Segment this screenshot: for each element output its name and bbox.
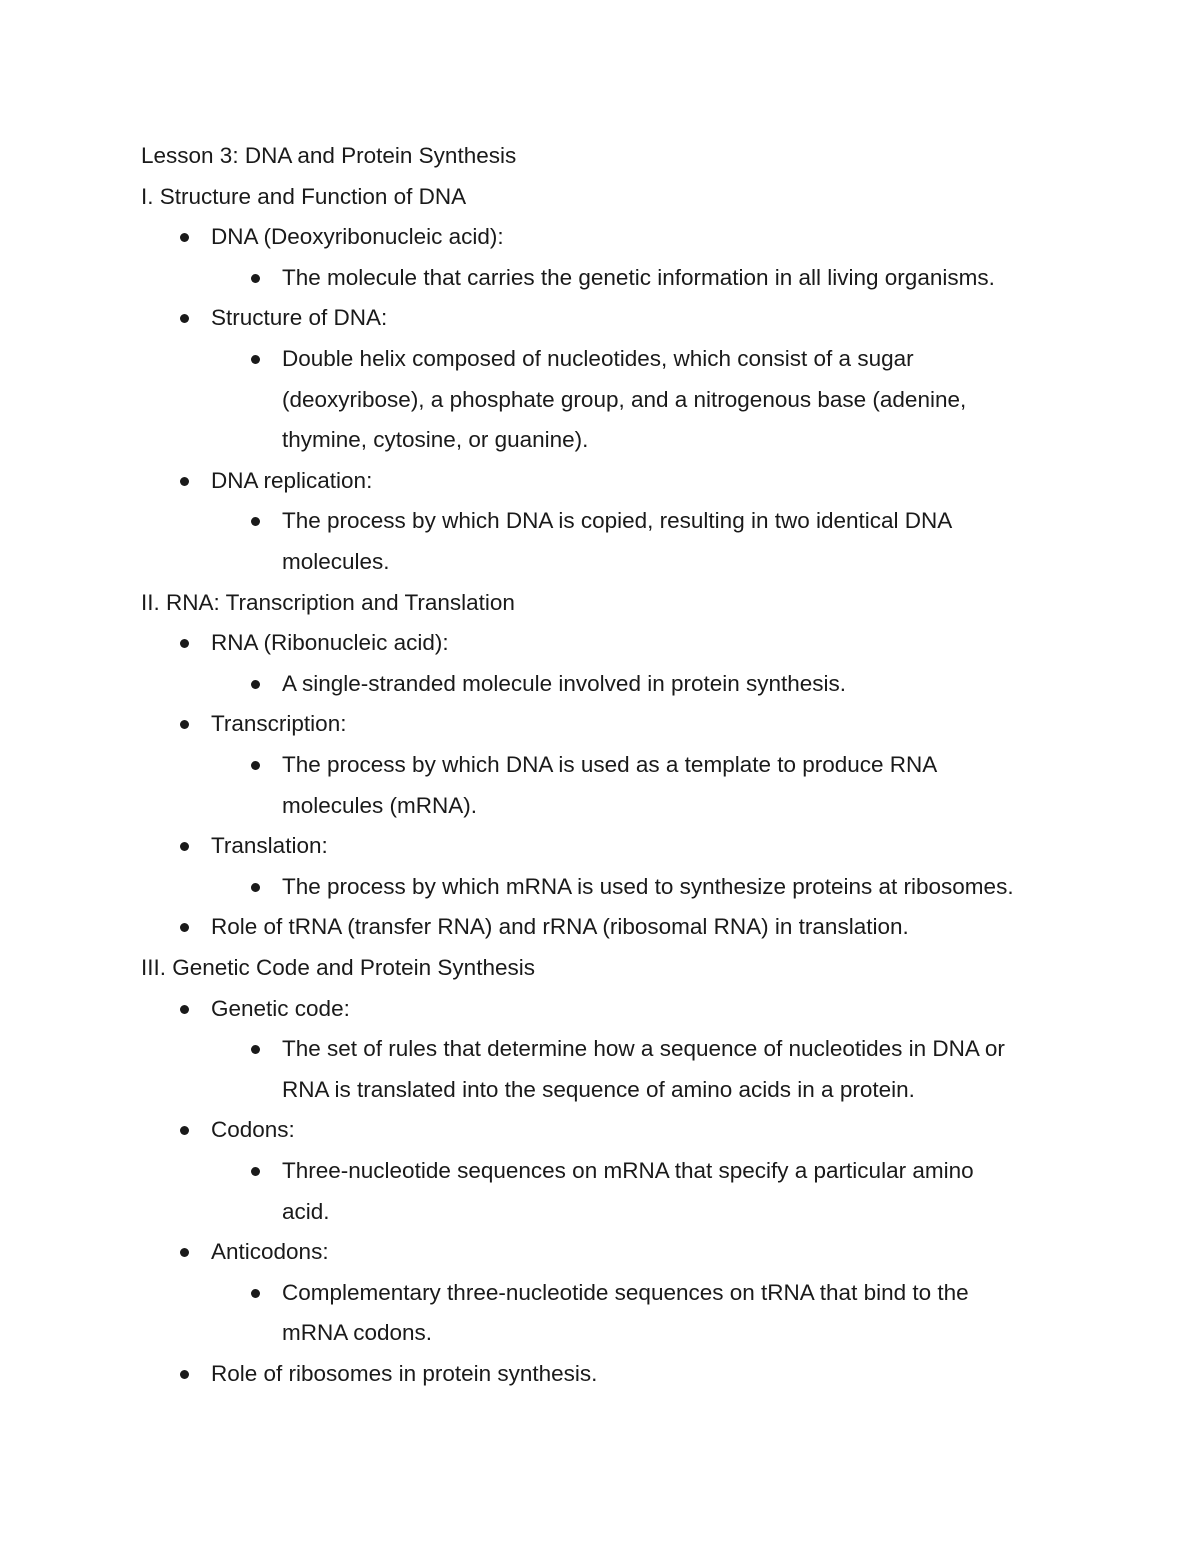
sub-list-item-continuation-text: RNA is translated into the sequence of amino acids in a protein. — [282, 1076, 915, 1102]
sub-list-item — [0, 745, 1200, 785]
section-heading — [0, 583, 1200, 623]
bullet-icon — [180, 720, 189, 729]
bullet-icon — [251, 1045, 260, 1054]
page-title — [0, 136, 1200, 176]
sub-list-item-continuation — [0, 786, 1200, 826]
sub-list-item-text: Complementary three-nucleotide sequences on tRNA that bind to the — [282, 1279, 969, 1305]
sub-list-item-text: A single-stranded molecule involved in protein synthesis. — [282, 670, 847, 696]
sub-list-item-continuation-text: (deoxyribose), a phosphate group, and a nitrogenous base (adenine, — [282, 386, 967, 412]
sub-list-item — [0, 867, 1200, 907]
list-item — [0, 1110, 1200, 1150]
list-item-text: Structure of DNA: — [211, 305, 388, 331]
list-item-text: Translation: — [211, 833, 328, 859]
section-heading-text: III. Genetic Code and Protein Synthesis — [141, 955, 535, 980]
sub-list-item — [0, 501, 1200, 541]
sub-list-item-continuation — [0, 420, 1200, 460]
list-item — [0, 298, 1200, 338]
sub-list-item-continuation — [0, 380, 1200, 420]
bullet-icon — [251, 1167, 260, 1176]
bullet-icon — [180, 1126, 189, 1135]
bullet-icon — [251, 355, 260, 364]
bullet-icon — [180, 1248, 189, 1257]
sub-list-item-text: Double helix composed of nucleotides, which consist of a sugar — [282, 346, 914, 371]
list-item-text: RNA (Ribonucleic acid): — [211, 630, 449, 656]
sub-list-item-continuation-text: thymine, cytosine, or guanine). — [282, 427, 589, 453]
sub-list-item-text: Three-nucleotide sequences on mRNA that specify a particular amino — [282, 1158, 974, 1183]
sub-list-item-continuation-text: acid. — [282, 1198, 330, 1224]
list-item — [0, 826, 1200, 866]
sub-list-item-continuation-text: mRNA codons. — [282, 1320, 433, 1346]
sub-list-item-continuation — [0, 542, 1200, 582]
bullet-icon — [180, 923, 189, 932]
section-heading — [0, 177, 1200, 217]
list-item-text: Anticodons: — [211, 1239, 329, 1265]
list-item — [0, 989, 1200, 1029]
list-item-text: Role of tRNA (transfer RNA) and rRNA (ribosomal RNA) in translation. — [211, 914, 909, 940]
list-item-text: Genetic code: — [211, 995, 350, 1021]
sub-list-item-continuation — [0, 1070, 1200, 1110]
section-heading-text: I. Structure and Function of DNA — [141, 183, 467, 209]
bullet-icon — [180, 477, 189, 486]
bullet-icon — [251, 761, 260, 770]
sub-list-item-continuation — [0, 1313, 1200, 1353]
list-item — [0, 461, 1200, 501]
bullet-icon — [180, 1005, 189, 1014]
bullet-icon — [180, 1370, 189, 1379]
sub-list-item — [0, 1151, 1200, 1191]
list-item — [0, 907, 1200, 947]
section-heading — [0, 948, 1200, 988]
bullet-icon — [251, 680, 260, 689]
sub-list-item-continuation-text: molecules (mRNA). — [282, 792, 478, 818]
page-title-text: Lesson 3: DNA and Protein Synthesis — [141, 143, 517, 168]
bullet-icon — [251, 517, 260, 526]
section-heading-text: II. RNA: Transcription and Translation — [141, 589, 515, 615]
bullet-icon — [251, 1289, 260, 1298]
list-item — [0, 217, 1200, 257]
list-item-text: Codons: — [211, 1117, 295, 1143]
sub-list-item-text: The molecule that carries the genetic information in all living organisms. — [282, 264, 995, 290]
bullet-icon — [251, 274, 260, 283]
sub-list-item-text: The process by which DNA is used as a template to produce RNA — [282, 752, 938, 777]
list-item — [0, 704, 1200, 744]
sub-list-item — [0, 1273, 1200, 1313]
sub-list-item-continuation-text: molecules. — [282, 549, 390, 574]
list-item-text: Transcription: — [211, 711, 347, 737]
bullet-icon — [180, 233, 189, 242]
sub-list-item-text: The process by which mRNA is used to synthesize proteins at ribosomes. — [282, 873, 1014, 899]
list-item-text: Role of ribosomes in protein synthesis. — [211, 1361, 598, 1386]
list-item — [0, 1232, 1200, 1272]
bullet-icon — [180, 314, 189, 323]
bullet-icon — [180, 639, 189, 648]
sub-list-item-text: The set of rules that determine how a sequence of nucleotides in DNA or — [282, 1036, 1005, 1062]
sub-list-item — [0, 664, 1200, 704]
list-item — [0, 623, 1200, 663]
sub-list-item-continuation — [0, 1192, 1200, 1232]
list-item — [0, 1354, 1200, 1394]
list-item-text: DNA (Deoxyribonucleic acid): — [211, 224, 504, 250]
sub-list-item — [0, 339, 1200, 379]
list-item-text: DNA replication: — [211, 467, 373, 493]
bullet-icon — [251, 883, 260, 892]
sub-list-item — [0, 258, 1200, 298]
sub-list-item-text: The process by which DNA is copied, resulting in two identical DNA — [282, 508, 953, 534]
sub-list-item — [0, 1029, 1200, 1069]
bullet-icon — [180, 842, 189, 851]
